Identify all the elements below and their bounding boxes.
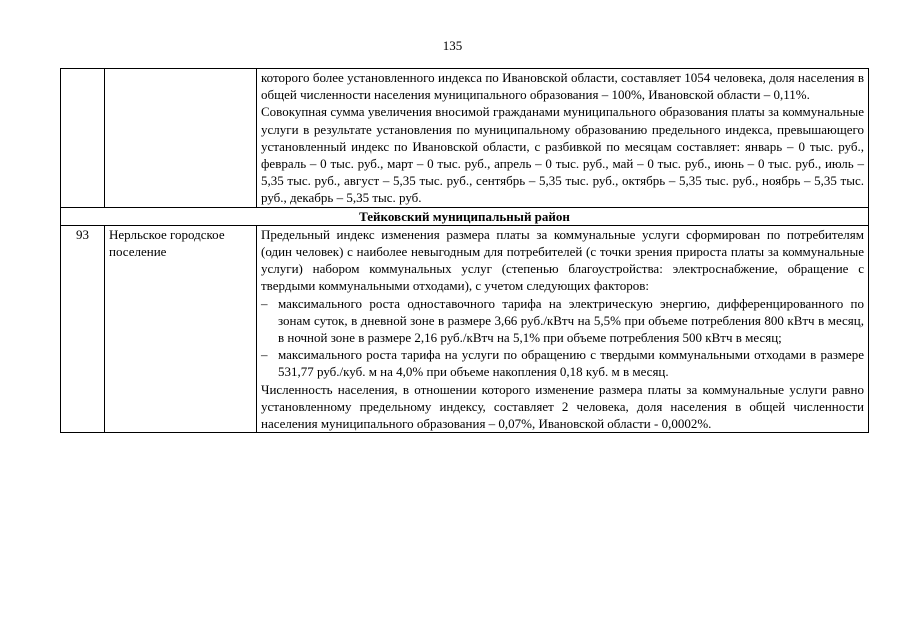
municipality-name-cell bbox=[105, 69, 257, 208]
page-number: 135 bbox=[442, 38, 463, 53]
factor-list-item bbox=[261, 346, 864, 380]
dash-bullet-icon: – bbox=[261, 347, 268, 363]
table-section-header-row bbox=[61, 207, 869, 225]
description-closing: Численность населения, в отношении которого изменение размера платы за коммунальные услуги равно установленному предельному индексу, составляет 2 человека, доля населения в общей численности населения муниципального образования – 0,07%, Ивановской области - 0,0002%. bbox=[261, 381, 864, 432]
description-paragraph: Совокупная сумма увеличения вносимой гражданами муниципального образования платы за коммунальные услуги в результате установления по муниципальному образованию предельного индекса, превышающего установленный индекс по Ивановской области, с разбивкой по месяцам составляет: январь – 0 тыс. руб., февраль – 0 тыс. руб., март – 0 тыс. руб., апрель – 0 тыс. руб., май – 0 тыс. руб., июнь – 0 тыс. руб., июль – 5,35 тыс. руб., август – 5,35 тыс. руб., сентябрь – 5,35 тыс. руб., октябрь – 5,35 тыс. руб., ноябрь – 5,35 тыс. руб., декабрь – 5,35 тыс. руб. bbox=[261, 104, 864, 206]
document-table bbox=[60, 68, 869, 433]
description-paragraph: которого более установленного индекса по Ивановской области, составляет 1054 человека, доля населения в общей численности населения муниципального образования – 100%, Ивановской области – 0,11%. bbox=[261, 70, 864, 103]
dash-bullet-icon: – bbox=[261, 295, 268, 311]
description-cell bbox=[257, 225, 869, 432]
description-intro: Предельный индекс изменения размера платы за коммунальные услуги сформирован по потребителям (один человек) с наиболее невыгодным для потребителей (с точки зрения прироста платы за коммунальные услуги) набором коммунальных услуг (степенью благоустройства: электроснабжение, обращение с твердыми коммунальными отходами), с учетом следующих факторов: bbox=[261, 226, 864, 294]
factor-text: максимального роста тарифа на услуги по обращению с твердыми коммунальными отходами в размере 531,77 руб./куб. м на 4,0% при объеме накопления 0,18 куб. м в месяц. bbox=[278, 347, 864, 380]
factor-list-item bbox=[261, 295, 864, 347]
factor-text: максимального роста одноставочного тарифа на электрическую энергию, дифференцированного по зонам суток, в дневной зоне в размере 3,66 руб./кВтч на 5,5% при объеме потребления 800 кВтч в месяц, в ночной зоне в размере 2,16 руб./кВтч на 5,1% при объеме потребления 500 кВтч в месяц; bbox=[278, 295, 864, 346]
section-title: Тейковский муниципальный район bbox=[61, 207, 869, 225]
row-number: 93 bbox=[61, 225, 105, 432]
table-row bbox=[61, 225, 869, 432]
municipality-name: Нерльское городское поселение bbox=[105, 225, 257, 432]
row-number-cell bbox=[61, 69, 105, 208]
factor-list bbox=[261, 295, 864, 381]
description-cell bbox=[257, 69, 869, 208]
table-row-continuation bbox=[61, 69, 869, 208]
